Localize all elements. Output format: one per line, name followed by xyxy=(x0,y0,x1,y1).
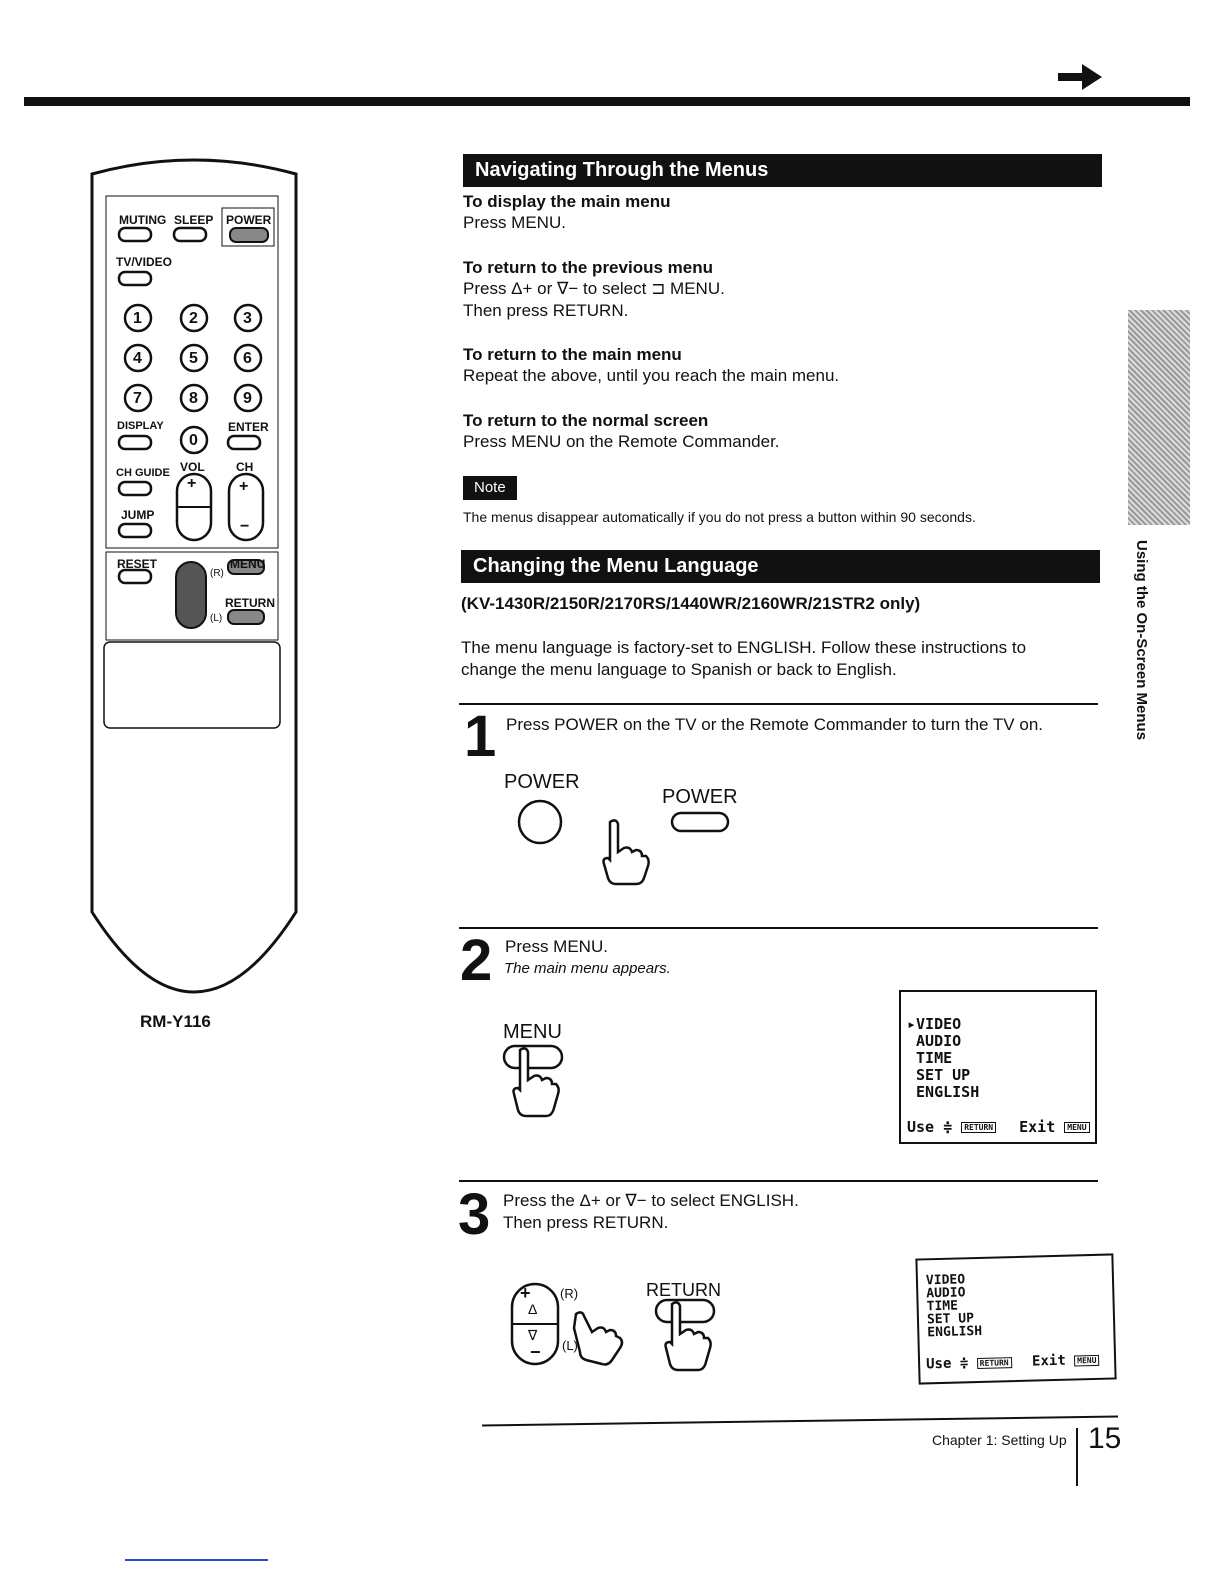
ch-guide-label: CH GUIDE xyxy=(116,467,170,479)
digit-4[interactable]: 4 xyxy=(133,350,142,367)
nav-section-1 xyxy=(463,192,1083,258)
osd2-item-video: VIDEO xyxy=(925,1272,966,1289)
menu-button-label: MENU xyxy=(503,1021,562,1043)
language-header: Changing the Menu Language xyxy=(461,550,1100,583)
joy-minus: − xyxy=(530,1342,541,1362)
language-models: (KV-1430R/2150R/2170RS/1440WR/2160WR/21STR2 only) xyxy=(461,594,921,613)
joy-l-label: (L) xyxy=(562,1338,578,1353)
nav-line: Then press RETURN. xyxy=(463,301,629,320)
osd2-footer xyxy=(926,1352,1100,1373)
navigating-body xyxy=(463,192,1083,453)
digit-6[interactable]: 6 xyxy=(243,350,252,367)
osd-main-menu-english xyxy=(915,1253,1116,1384)
step-2-text: Press MENU. xyxy=(505,937,608,956)
note-badge: Note xyxy=(463,476,517,500)
osd-main-menu xyxy=(899,990,1097,1144)
osd-item-video: ▸VIDEO xyxy=(907,1015,962,1033)
vol-plus[interactable]: + xyxy=(187,475,197,492)
osd-menu-key: MENU xyxy=(1064,1122,1089,1133)
muting-label: MUTING xyxy=(119,213,167,227)
pointing-hand-icon xyxy=(596,818,652,886)
osd2-item-time: TIME xyxy=(926,1298,959,1315)
sleep-label: SLEEP xyxy=(174,213,214,227)
top-rule xyxy=(24,97,1190,106)
digit-5[interactable]: 5 xyxy=(189,350,198,367)
osd-footer xyxy=(907,1118,1090,1136)
osd-use-text: Use ≑ xyxy=(907,1118,953,1136)
nav-line: Press Δ+ or ∇− to select ⊐ MENU. xyxy=(463,279,725,298)
ch-plus[interactable]: + xyxy=(239,478,249,495)
footer-divider xyxy=(1076,1428,1078,1486)
r-label: (R) xyxy=(210,568,224,579)
footer-rule xyxy=(482,1416,1118,1426)
osd2-exit-text: Exit xyxy=(1031,1352,1066,1370)
osd2-item-setup: SET UP xyxy=(926,1311,975,1328)
remote-power-label: POWER xyxy=(662,786,738,808)
step-3-text-2: Then press RETURN. xyxy=(503,1213,669,1232)
step-3-rule xyxy=(459,1180,1098,1182)
language-intro xyxy=(461,637,1081,681)
nav-heading: To return to the main menu xyxy=(463,345,682,364)
osd-return-key: RETURN xyxy=(961,1122,996,1133)
return-button-label: RETURN xyxy=(646,1280,721,1300)
reset-label: RESET xyxy=(117,557,158,571)
digit-3[interactable]: 3 xyxy=(243,310,252,327)
osd-item-setup: SET UP xyxy=(907,1066,971,1084)
side-tab-pattern xyxy=(1128,310,1190,525)
display-label: DISPLAY xyxy=(117,420,164,432)
remote-control xyxy=(86,152,302,1002)
nav-heading: To return to the previous menu xyxy=(463,258,713,277)
step-1-text: Press POWER on the TV or the Remote Commander to turn the TV on. xyxy=(506,715,1043,734)
remote-power-button-icon[interactable] xyxy=(670,810,732,834)
step-2-rule xyxy=(459,927,1098,929)
side-tab-label: Using the On-Screen Menus xyxy=(1133,540,1150,741)
digit-2[interactable]: 2 xyxy=(189,310,198,327)
tv-power-button-icon[interactable] xyxy=(515,798,565,848)
menu-press-hand-icon[interactable] xyxy=(500,1042,570,1122)
digit-7[interactable]: 7 xyxy=(133,390,142,407)
osd-item-audio: AUDIO xyxy=(907,1032,962,1050)
osd-exit-text: Exit xyxy=(1019,1118,1056,1136)
step-2-result: The main menu appears. xyxy=(504,960,671,977)
osd-menu-list xyxy=(907,1016,979,1101)
return-label: RETURN xyxy=(225,596,275,610)
nav-section-3 xyxy=(463,345,1083,411)
menu-label: MENU xyxy=(230,557,266,571)
jump-label: JUMP xyxy=(121,508,155,522)
osd-item-time: TIME xyxy=(907,1049,953,1067)
nav-heading: To display the main menu xyxy=(463,192,671,211)
tv-video-label: TV/VIDEO xyxy=(116,255,173,269)
digit-8[interactable]: 8 xyxy=(189,390,198,407)
digit-1[interactable]: 1 xyxy=(133,310,142,327)
navigating-header: Navigating Through the Menus xyxy=(463,154,1102,187)
ch-minus[interactable]: − xyxy=(240,518,250,535)
nav-line: Press MENU on the Remote Commander. xyxy=(463,432,780,451)
chapter-label: Chapter 1: Setting Up xyxy=(932,1432,1067,1448)
step-3-number: 3 xyxy=(458,1182,491,1247)
bottom-underline xyxy=(125,1559,268,1561)
digit-9[interactable]: 9 xyxy=(243,390,252,407)
joy-up-triangle: Δ xyxy=(528,1301,538,1317)
step-1-rule xyxy=(459,703,1098,705)
nav-section-4 xyxy=(463,411,1083,453)
continue-arrow-icon xyxy=(1058,64,1102,90)
power-label: POWER xyxy=(226,213,272,227)
intro-line: The menu language is factory-set to ENGLISH. Follow these instructions to xyxy=(461,638,1027,657)
digit-0[interactable]: 0 xyxy=(189,432,198,449)
osd-item-english: ENGLISH xyxy=(907,1083,980,1101)
osd2-menu-key: MENU xyxy=(1074,1354,1100,1366)
osd2-item-english: ENGLISH xyxy=(927,1323,983,1341)
osd2-return-key: RETURN xyxy=(977,1357,1012,1369)
step-3-text-1: Press the Δ+ or ∇− to select ENGLISH. xyxy=(503,1191,799,1210)
return-press-hand-icon[interactable] xyxy=(652,1296,722,1376)
l-label: (L) xyxy=(210,613,223,624)
page-number: 15 xyxy=(1088,1422,1122,1455)
enter-label: ENTER xyxy=(228,420,269,434)
joy-plus: + xyxy=(520,1283,531,1303)
joy-down-triangle: ∇ xyxy=(528,1327,538,1343)
nav-line: Press MENU. xyxy=(463,213,566,232)
vol-label: VOL xyxy=(180,460,205,474)
joy-r-label: (R) xyxy=(560,1286,579,1301)
ch-label: CH xyxy=(236,460,254,474)
nav-line: Repeat the above, until you reach the main menu. xyxy=(463,366,840,385)
nav-heading: To return to the normal screen xyxy=(463,411,709,430)
note-text: The menus disappear automatically if you do not press a button within 90 seconds. xyxy=(463,509,976,525)
osd2-item-audio: AUDIO xyxy=(926,1285,966,1302)
step-2-number: 2 xyxy=(460,928,493,993)
step-1-number: 1 xyxy=(464,704,497,769)
tv-power-label: POWER xyxy=(504,771,580,793)
remote-model: RM-Y116 xyxy=(140,1012,211,1031)
intro-line: change the menu language to Spanish or back to English. xyxy=(461,660,897,679)
osd2-menu-list xyxy=(926,1273,982,1339)
osd2-use-text: Use ≑ xyxy=(925,1355,969,1373)
nav-section-2 xyxy=(463,258,1083,345)
